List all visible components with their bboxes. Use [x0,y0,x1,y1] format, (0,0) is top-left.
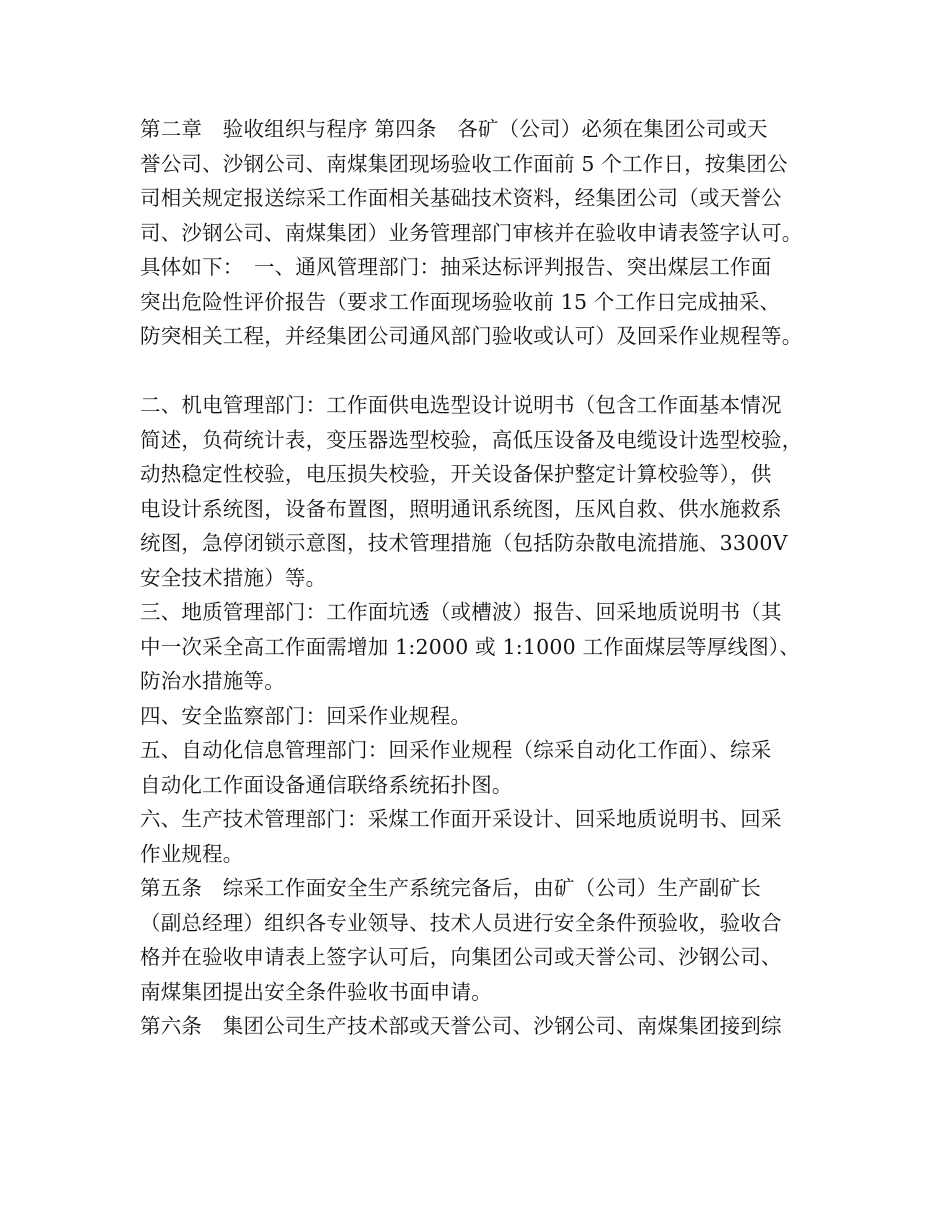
text-line: 南煤集团提出安全条件验收书面申请。 [140,979,492,1004]
text-line: 四、安全监察部门：回采作业规程。 [140,703,472,728]
text-line: 动热稳定性校验，电压损失校验，开关设备保护整定计算校验等），供 [140,462,772,486]
text-line: 第二章 验收组织与程序 第四条 各矿（公司）必须在集团公司或天 [140,117,768,141]
text-line: 五、自动化信息管理部门：回采作业规程（综采自动化工作面）、综采 [140,738,772,762]
paragraph-geology [140,595,830,699]
text-line: 电设计系统图，设备布置图，照明通讯系统图，压风自救、供水施救系 [140,496,782,521]
text-line: 作业规程。 [140,841,244,866]
text-line: 防突相关工程，并经集团公司通风部门验收或认可）及回采作业规程等。 [140,324,803,348]
document-body [140,112,830,1044]
text-line: 防治水措施等。 [140,669,285,693]
paragraph-article-six [140,1009,830,1044]
paragraph-article-five [140,871,830,1009]
text-line: 统图，急停闭锁示意图，技术管理措施（包括防杂散电流措施、3300V [140,531,788,555]
paragraph-production-technology [140,802,830,871]
text-line: 自动化工作面设备通信联络系统拓扑图。 [140,772,513,797]
text-line: 中一次采全高工作面需增加 1:2000 或 1:1000 工作面煤层等厚线图）、 [140,634,801,659]
text-line: 第五条 综采工作面安全生产系统完备后，由矿（公司）生产副矿长 [140,876,761,900]
text-line: 司、沙钢公司、南煤集团）业务管理部门审核并在验收申请表签字认可。 [140,220,803,245]
text-line: 格并在验收申请表上签字认可后，向集团公司或天誉公司、沙钢公司、 [140,945,782,969]
paragraph-chapter-two-article-four [140,112,830,354]
text-line: 二、机电管理部门：工作面供电选型设计说明书（包含工作面基本情况 [140,393,782,417]
paragraph-spacer [140,354,830,389]
text-line: 第六条 集团公司生产技术部或天誉公司、沙钢公司、南煤集团接到综 [140,1014,782,1038]
text-line: 六、生产技术管理部门：采煤工作面开采设计、回采地质说明书、回采 [140,807,782,831]
text-line: （副总经理）组织各专业领导、技术人员进行安全条件预验收，验收合 [140,910,782,935]
paragraph-automation [140,733,830,802]
text-line: 突出危险性评价报告（要求工作面现场验收前 15 个工作日完成抽采、 [140,289,781,314]
text-line: 三、地质管理部门：工作面坑透（或槽波）报告、回采地质说明书（其 [140,600,782,624]
text-line: 简述，负荷统计表，变压器选型校验，高低压设备及电缆设计选型校验， [140,427,803,452]
text-line: 司相关规定报送综采工作面相关基础技术资料，经集团公司（或天誉公 [140,186,782,210]
paragraph-electromechanical [140,388,830,595]
text-line: 具体如下： 一、通风管理部门：抽采达标评判报告、突出煤层工作面 [140,255,772,279]
text-line: 誉公司、沙钢公司、南煤集团现场验收工作面前 5 个工作日，按集团公 [140,151,788,176]
paragraph-safety-supervision [140,699,830,734]
text-line: 安全技术措施）等。 [140,565,327,590]
